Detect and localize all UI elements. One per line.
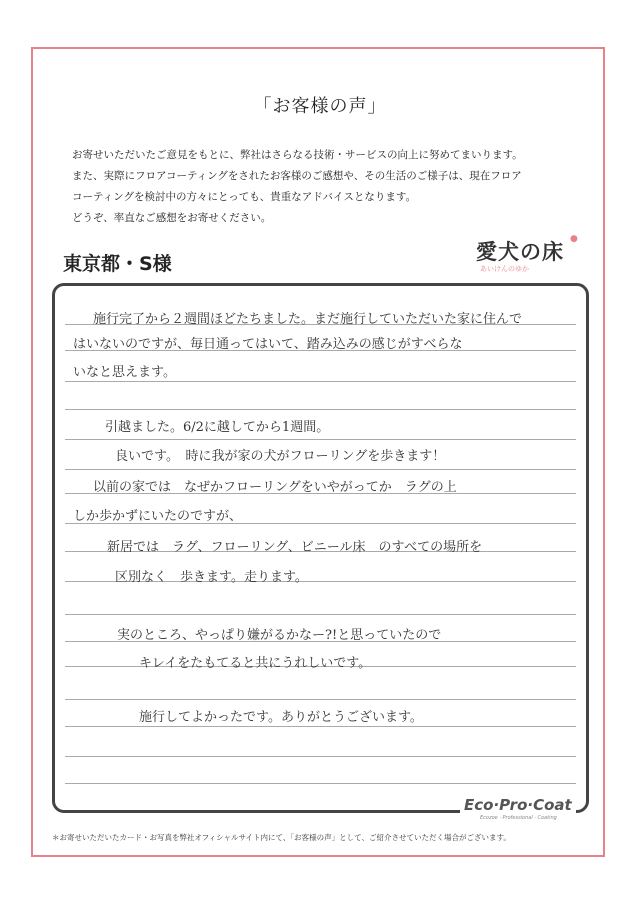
logo-title: 愛犬の床 — [476, 240, 564, 264]
ruled-line — [65, 439, 576, 440]
customer-name: 東京都・S様 — [63, 253, 172, 275]
handwriting-line: 以前の家では なぜかフローリングをいやがってか ラグの上 — [93, 480, 457, 495]
page-title: 「お客様の声」 — [253, 96, 387, 117]
ruled-line — [65, 726, 576, 727]
handwriting-line: しか歩かずにいたのですが、 — [73, 509, 243, 524]
handwriting-line: 新居では ラグ、フローリング、ビニール床 のすべての場所を — [107, 540, 483, 555]
eco-pro-coat-tagline: Ecozoe · Professional · Coating — [480, 815, 557, 821]
intro-line: コーティングを検討中の方々にとっても、貴重なアドバイスとなります。 — [72, 191, 417, 203]
intro-text — [72, 145, 592, 229]
ruled-line — [65, 756, 576, 757]
handwriting-line: 良いです。 時に我が家の犬がフローリングを歩きます！ — [115, 449, 446, 464]
ruled-line — [65, 409, 576, 410]
handwriting-line: 実のところ、やっぱり嫌がるかなー?!と思っていたので — [117, 628, 442, 643]
ruled-line — [65, 614, 576, 615]
voice-card — [52, 283, 589, 813]
paw-icon: ● — [570, 234, 578, 244]
handwriting-line: 施行完了から２週間ほどたちました。まだ施行していただいた家に住んで — [93, 312, 523, 327]
handwriting-line: いなと思えます。 — [73, 365, 176, 380]
footnote: ＊お寄せいただいたカード・お写真を弊社オフィシャルサイト内にて、「お客様の声」として、ご紹介させていただく場合がございます。 — [52, 833, 511, 842]
brand-logo — [476, 236, 586, 276]
intro-line: また、実際にフロアコーティングをされたお客様のご感想や、その生活のご様子は、現在フロア — [72, 170, 522, 182]
ruled-line — [65, 381, 576, 382]
logo-subtitle: あいけんのゆか — [480, 265, 529, 273]
ruled-line — [65, 469, 576, 470]
intro-line: どうぞ、率直なご感想をお寄せください。 — [72, 212, 272, 224]
eco-pro-coat-logo: Eco·Pro·Coat — [460, 796, 576, 814]
handwriting-line: はいないのですが、毎日通ってはいて、踏み込みの感じがすべらな — [73, 337, 463, 352]
ruled-line — [65, 699, 576, 700]
handwriting-line: キレイをたもてると共にうれしいです。 — [139, 656, 372, 671]
intro-line: お寄せいただいたご意見をもとに、弊社はさらなる技術・サービスの向上に努めてまいります。 — [72, 149, 523, 161]
handwriting-line: 引越ました。6/2に越してから1週間。 — [105, 420, 330, 435]
ruled-line — [65, 783, 576, 784]
handwriting-line: 区別なく 歩きます。走ります。 — [115, 570, 308, 585]
handwriting-line: 施行してよかったです。ありがとうございます。 — [139, 710, 423, 725]
